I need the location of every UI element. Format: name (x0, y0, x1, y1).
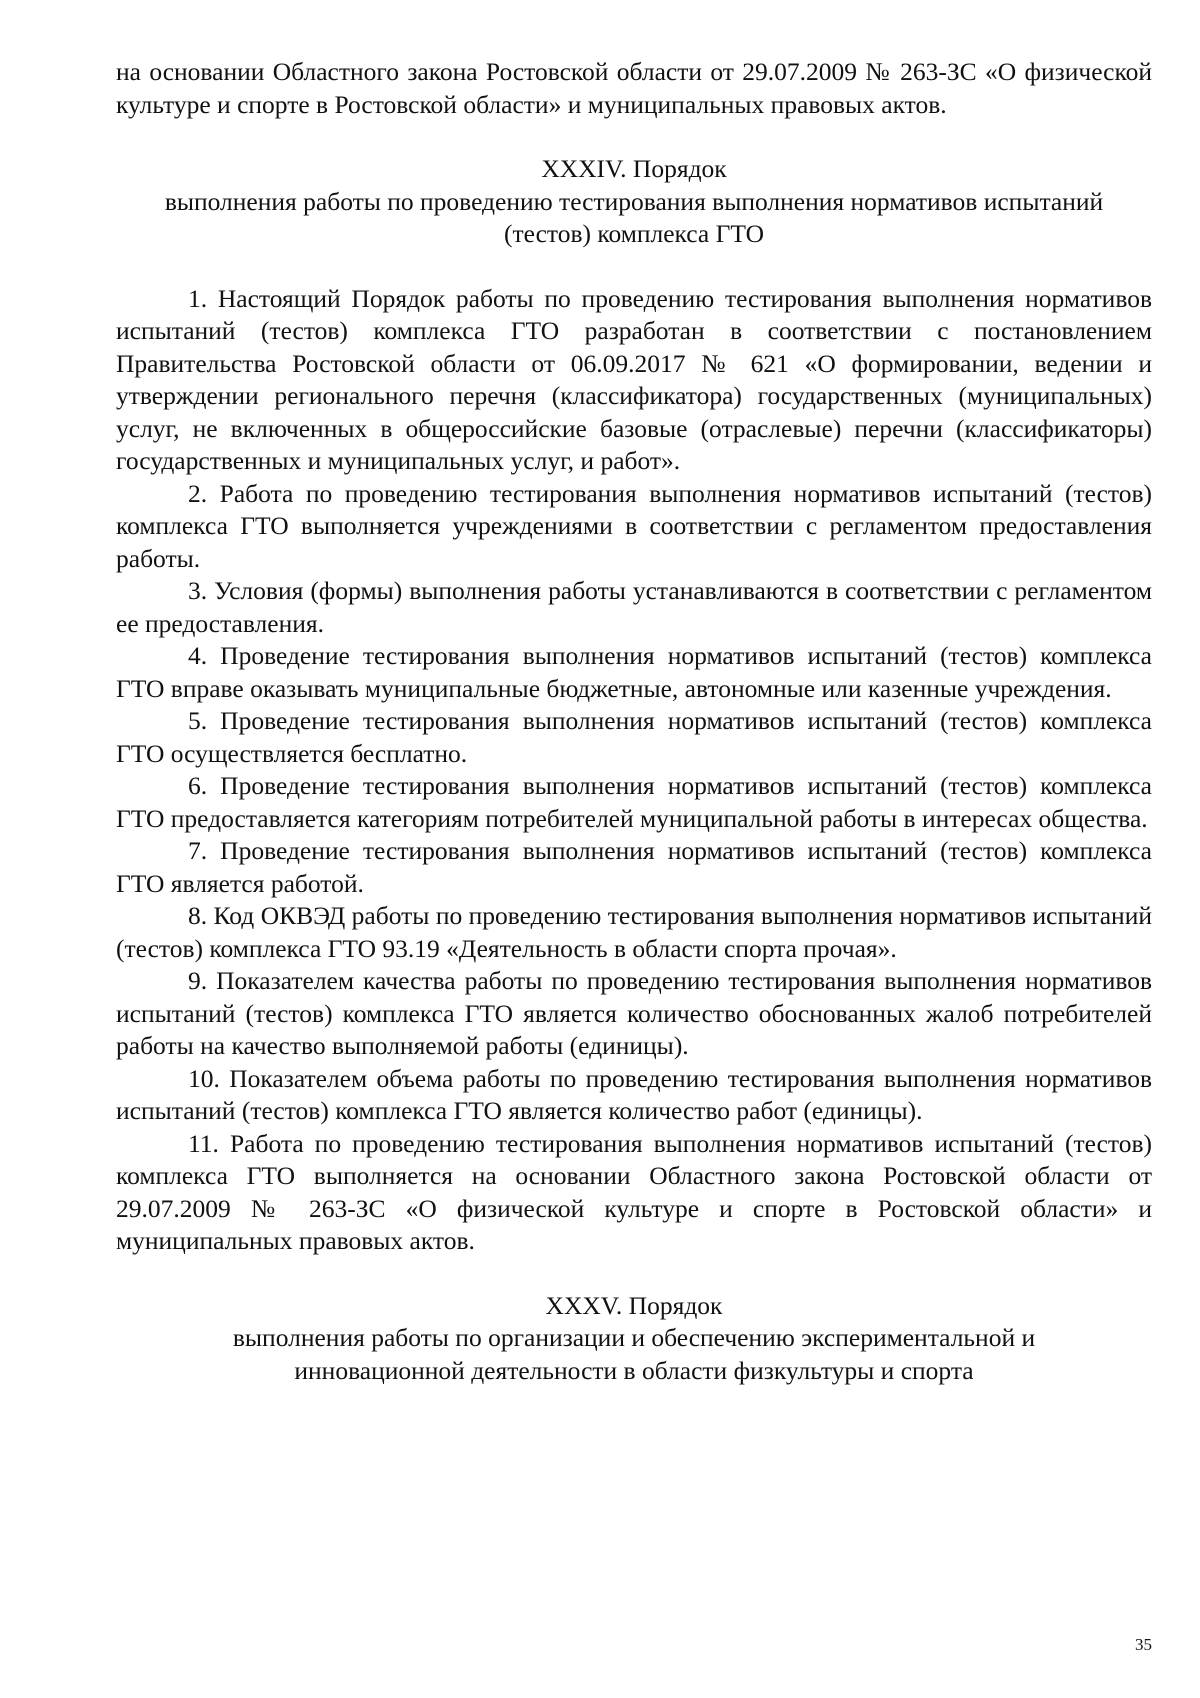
list-item: 5. Проведение тестирования выполнения нормативов испытаний (тестов) комплекса ГТО осуществляется бесплатно. (116, 706, 1152, 768)
section-34-subtitle: выполнения работы по проведению тестирования выполнения нормативов испытаний (тестов) комплекса ГТО (164, 186, 1104, 248)
list-item: 2. Работа по проведению тестирования выполнения нормативов испытаний (тестов) комплекса ГТО выполняется учреждениями в соответствии с регламентом предоставления работы. (116, 478, 1152, 573)
page-number: 35 (1135, 1635, 1152, 1654)
section-34-heading (116, 153, 1152, 251)
list-item: 8. Код ОКВЭД работы по проведению тестирования выполнения нормативов испытаний (тестов) комплекса ГТО 93.19 «Деятельность в области спорта прочая». (116, 901, 1152, 963)
list-item: 4. Проведение тестирования выполнения нормативов испытаний (тестов) комплекса ГТО вправе оказывать муниципальные бюджетные, автономные или казенные учреждения. (116, 641, 1152, 703)
section-35-title: XXXV. Порядок (545, 1290, 723, 1320)
section-35-subtitle-line2: инновационной деятельности в области физкультуры и спорта (294, 1355, 974, 1385)
list-item: 3. Условия (формы) выполнения работы устанавливаются в соответствии с регламентом ее предоставления. (116, 576, 1152, 638)
section-35-heading (116, 1290, 1152, 1388)
list-item: 11. Работа по проведению тестирования выполнения нормативов испытаний (тестов) комплекса ГТО выполняется на основании Областного закона Ростовской области от 29.07.2009 № 263-ЗС «О физической культуре и спорте в Ростовской области» и муниципальных правовых актов. (116, 1128, 1152, 1255)
list-item: 6. Проведение тестирования выполнения нормативов испытаний (тестов) комплекса ГТО предоставляется категориям потребителей муниципальной работы в интересах общества. (116, 771, 1152, 833)
intro-paragraph: на основании Областного закона Ростовской области от 29.07.2009 № 263-ЗС «О физической культуре и спорте в Ростовской области» и муниципальных правовых актов. (116, 57, 1152, 119)
section-34-title: XXXIV. Порядок (541, 154, 727, 183)
section-35-subtitle-line1: выполнения работы по организации и обеспечению экспериментальной и (232, 1323, 1036, 1352)
list-item: 10. Показателем объема работы по проведению тестирования выполнения нормативов испытаний (тестов) комплекса ГТО является количество работ (единицы). (116, 1063, 1152, 1125)
document-page (116, 56, 1152, 1387)
list-item: 9. Показателем качества работы по проведению тестирования выполнения нормативов испытаний (тестов) комплекса ГТО является количество обоснованных жалоб потребителей работы на качество выполняемой работы (единицы). (116, 966, 1152, 1060)
section-34-items (116, 283, 1152, 1258)
list-item: 7. Проведение тестирования выполнения нормативов испытаний (тестов) комплекса ГТО является работой. (116, 836, 1152, 898)
list-item: 1. Настоящий Порядок работы по проведению тестирования выполнения нормативов испытаний (тестов) комплекса ГТО разработан в соответствии с постановлением Правительства Ростовской области от 06.09.2017 № 621 «О формировании, ведении и утверждении регионального перечня (классификатора) государственных (муниципальных) услуг, не включенных в общероссийские базовые (отраслевые) перечни (классификаторы) государственных и муниципальных услуг, и работ». (116, 283, 1152, 475)
